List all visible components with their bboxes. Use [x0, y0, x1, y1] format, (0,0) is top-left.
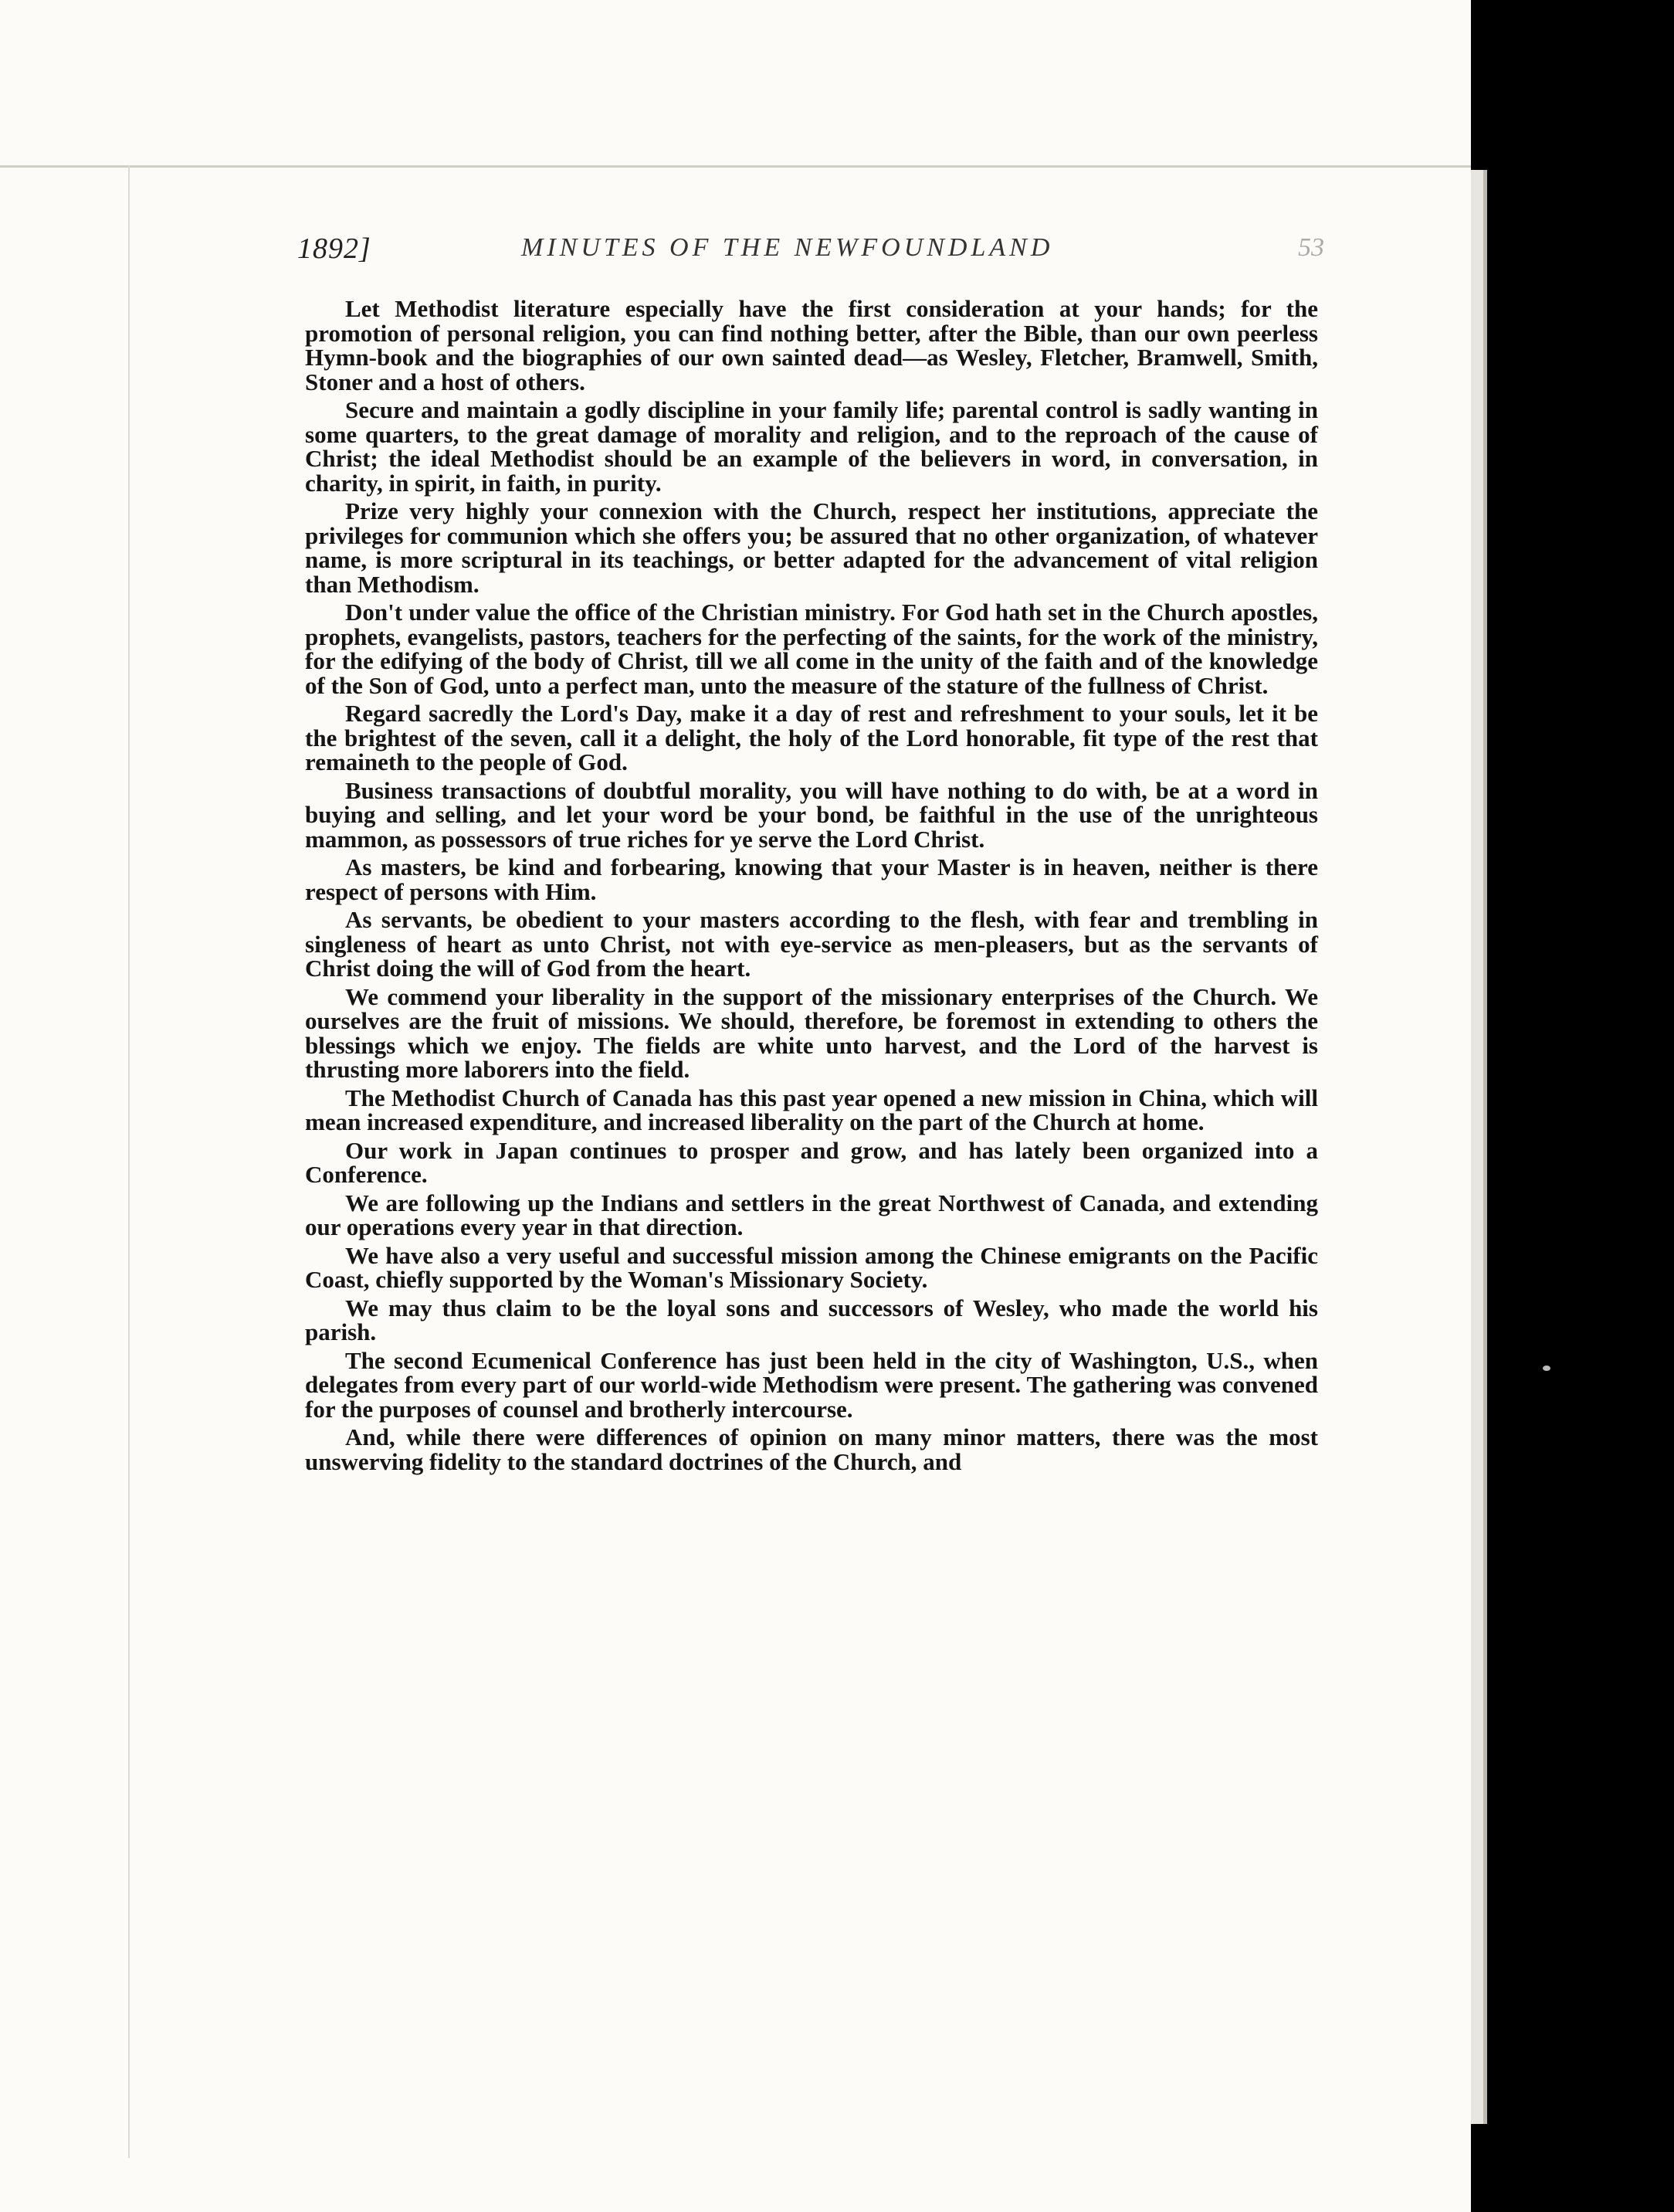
paragraph-masters: As masters, be kind and forbearing, knowing that your Master is in heaven, neither is there respect of persons with Him.: [305, 853, 1318, 905]
next-page-edge: [1471, 170, 1483, 2124]
paragraph-lords-day: Regard sacredly the Lord's Day, make it a day of rest and refreshment to your souls, let it be the brightest of the seven, call it a delight, the holy of the Lord honorable, fit type of the rest that remaineth to the people of God.: [305, 700, 1318, 775]
page-fold-line: [128, 165, 130, 2158]
paragraph-ministry: Don't under value the office of the Christian ministry. For God hath set in the Church apostles, prophets, evangelists, pastors, teachers for the perfecting of the saints, for the work of the ministry, for the edifying of the body of Christ, till we all come in the unity of the faith and of the knowledge of the Son of God, unto a perfect man, unto the measure of the stature of the fullness of Christ.: [305, 599, 1318, 699]
header-title: MINUTES OF THE NEWFOUNDLAND: [521, 233, 1054, 262]
page-edge-shadow: [1483, 170, 1487, 2124]
paragraph-liberality: We commend your liberality in the support of the missionary enterprises of the Church. We ourselves are the fruit of missions. We should, therefore, be foremost in extending to others the blessings which we enjoy. The fields are white unto harvest, and the Lord of the harvest is thrusting more laborers into the field.: [305, 982, 1318, 1083]
paragraph-wesley: We may thus claim to be the loyal sons and successors of Wesley, who made the world his parish.: [305, 1294, 1318, 1345]
paragraph-literature: Let Methodist literature especially have the first consideration at your hands; for the promotion of personal religion, you can find nothing better, after the Bible, than our own peerless Hymn-book and the biographies of our own sainted dead—as Wesley, Fletcher, Bramwell, Smith, Stoner and a host of others.: [305, 295, 1318, 395]
paragraph-northwest: We are following up the Indians and settlers in the great Northwest of Canada, and extending our operations every year in that direction.: [305, 1189, 1318, 1240]
paragraph-japan: Our work in Japan continues to prosper and grow, and has lately been organized into a Conference.: [305, 1136, 1318, 1188]
paragraph-business: Business transactions of doubtful morality, you will have nothing to do with, be at a word in buying and selling, and let your word be your bond, be faithful in the use of the unrighteous mammon, as possessors of true riches for ye serve the Lord Christ.: [305, 776, 1318, 853]
body-text: [305, 297, 1318, 1477]
page-number: 53: [1298, 233, 1324, 262]
paragraph-differences: And, while there were differences of opinion on many minor matters, there was the most unswerving fidelity to the standard doctrines of the Church, and: [305, 1423, 1318, 1475]
paragraph-servants: As servants, be obedient to your masters according to the flesh, with fear and trembling in singleness of heart as unto Christ, not with eye-service as men-pleasers, but as the servants of Christ doing the will of God from the heart.: [305, 906, 1318, 982]
header-year: 1892]: [297, 232, 371, 265]
running-header: [297, 232, 1324, 270]
scan-smudge: [1543, 1366, 1550, 1371]
paragraph-china-mission: The Methodist Church of Canada has this past year opened a new mission in China, which will mean increased expenditure, and increased liberality on the part of the Church at home.: [305, 1084, 1318, 1135]
paragraph-discipline: Secure and maintain a godly discipline in your family life; parental control is sadly wanting in some quarters, to the great damage of morality and religion, and to the reproach of the cause of Christ; the ideal Methodist should be an example of the believers in word, in conversation, in charity, in spirit, in faith, in purity.: [305, 396, 1318, 497]
page-top-edge: [0, 165, 1471, 168]
paragraph-ecumenical: The second Ecumenical Conference has just been held in the city of Washington, U.S., when delegates from every part of our world-wide Methodism were present. The gathering was convened for the purposes of counsel and brotherly intercourse.: [305, 1346, 1318, 1423]
paragraph-chinese-emigrants: We have also a very useful and successful mission among the Chinese emigrants on the Pacific Coast, chiefly supported by the Woman's Missionary Society.: [305, 1241, 1318, 1293]
paragraph-connexion: Prize very highly your connexion with the Church, respect her institutions, appreciate the privileges for communion which she offers you; be assured that no other organization, of whatever name, is more scriptural in its teachings, or better adapted for the advancement of vital religion than Methodism.: [305, 497, 1318, 598]
